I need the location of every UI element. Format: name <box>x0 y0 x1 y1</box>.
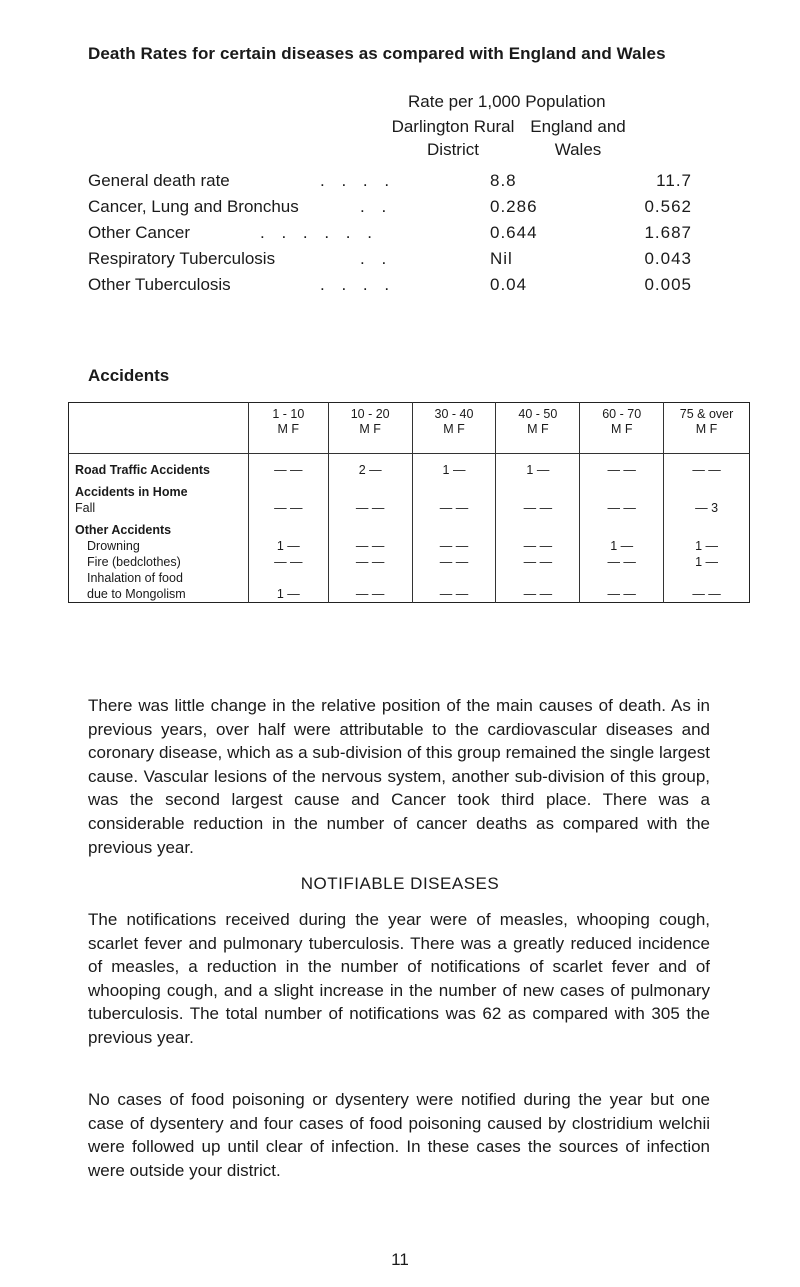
table-cell: — — <box>664 586 750 603</box>
table-row <box>69 478 750 500</box>
leader-dots: . . <box>360 197 393 216</box>
table-cell: 1 — <box>248 586 328 603</box>
row-label: Drowning <box>87 539 140 553</box>
table-cell: — — <box>328 500 412 516</box>
page-title: Death Rates for certain diseases as compared with England and Wales <box>88 44 666 63</box>
table-cell: — — <box>248 462 328 478</box>
table-row <box>69 554 750 570</box>
table-cell: 1 — <box>580 538 664 554</box>
row-group-label: Other Accidents <box>75 523 172 537</box>
leader-dots: . . . . . . <box>260 223 378 242</box>
notifiable-diseases-heading: NOTIFIABLE DISEASES <box>300 874 500 893</box>
england-value: 1.687 <box>644 223 692 242</box>
table-cell: 1 — <box>664 554 750 570</box>
accidents-title: Accidents <box>88 366 170 385</box>
table-cell: — — <box>328 538 412 554</box>
table-cell: — — <box>412 586 496 603</box>
darlington-header-district: District <box>427 140 479 159</box>
table-cell: — — <box>580 554 664 570</box>
table-cell: — — <box>496 586 580 603</box>
table-cell: — — <box>412 500 496 516</box>
leader-dots: . . . . <box>320 275 396 294</box>
row-label: Fire (bedclothes) <box>87 555 181 569</box>
darlington-header: Darlington Rural <box>391 117 515 136</box>
table-cell: 1 — <box>496 462 580 478</box>
leader-dots: . . . . <box>320 171 396 190</box>
row-label: Inhalation of food <box>87 571 183 585</box>
rate-row <box>88 275 728 301</box>
age-group-header: 10 - 20 M F <box>328 403 412 454</box>
rate-label: General death rate <box>88 171 230 190</box>
england-value: 0.005 <box>644 275 692 294</box>
age-group-header: 1 - 10 M F <box>248 403 328 454</box>
darlington-value: 8.8 <box>490 171 517 190</box>
rate-header-title: Rate per 1,000 Population <box>408 92 606 111</box>
page-number: 11 <box>391 1250 409 1269</box>
table-cell: 2 — <box>328 462 412 478</box>
table-row <box>69 462 750 478</box>
table-cell: — — <box>580 462 664 478</box>
table-row <box>69 500 750 516</box>
paragraph-notifications: The notifications received during the year were of measles, whooping cough, scarlet fever and pulmonary tuberculosis. There was a greatly reduced incidence of measles, a reduction in the number of notifications of scarlet fever and of whooping cough, and a slight increase in the number of new cases of pulmonary tuberculosis. The total number of notifications was 62 as compared with 305 the previous year. <box>88 910 710 1047</box>
table-row <box>69 516 750 538</box>
darlington-value: Nil <box>490 249 513 268</box>
row-label: Road Traffic Accidents <box>75 463 210 477</box>
table-cell: — 3 <box>664 500 750 516</box>
table-cell: — — <box>412 554 496 570</box>
rate-row <box>88 223 728 249</box>
row-group-label: Accidents in Home <box>75 485 188 499</box>
row-label: due to Mongolism <box>87 587 186 601</box>
rate-label: Other Cancer <box>88 223 191 242</box>
age-group-header: 30 - 40 M F <box>412 403 496 454</box>
rate-row <box>88 197 728 223</box>
table-cell: — — <box>496 538 580 554</box>
england-value: 0.043 <box>644 249 692 268</box>
darlington-value: 0.286 <box>490 197 538 216</box>
england-value: 11.7 <box>656 171 692 190</box>
table-cell: 1 — <box>248 538 328 554</box>
england-value: 0.562 <box>644 197 692 216</box>
darlington-value: 0.04 <box>490 275 528 294</box>
table-cell: — — <box>496 554 580 570</box>
table-cell: 1 — <box>664 538 750 554</box>
england-header: England and <box>530 117 626 136</box>
paragraph-food-poisoning: No cases of food poisoning or dysentery were notified during the year but one case of dysentery and four cases of food poisoning caused by clostridium welchii were followed up until clear of infection. In these cases the sources of infection were outside your district. <box>88 1090 710 1180</box>
england-header-wales: Wales <box>554 140 602 159</box>
rate-label: Other Tuberculosis <box>88 275 231 294</box>
death-rates-list <box>88 171 728 301</box>
table-cell: — — <box>412 538 496 554</box>
rate-row <box>88 171 728 197</box>
rate-label: Cancer, Lung and Bronchus <box>88 197 299 216</box>
accidents-header-row <box>69 403 750 454</box>
rate-label: Respiratory Tuberculosis <box>88 249 276 268</box>
table-cell: — — <box>248 500 328 516</box>
table-cell: 1 — <box>412 462 496 478</box>
table-row <box>69 538 750 554</box>
table-cell: — — <box>664 462 750 478</box>
rate-row <box>88 249 728 275</box>
age-group-header: 60 - 70 M F <box>580 403 664 454</box>
header-blank <box>69 403 249 454</box>
table-cell: — — <box>496 500 580 516</box>
table-row <box>69 570 750 586</box>
accidents-table <box>68 402 750 603</box>
table-cell: — — <box>248 554 328 570</box>
table-cell: — — <box>580 500 664 516</box>
age-group-header: 75 & over M F <box>664 403 750 454</box>
table-row <box>69 586 750 603</box>
table-cell: — — <box>580 586 664 603</box>
table-cell: — — <box>328 586 412 603</box>
age-group-header: 40 - 50 M F <box>496 403 580 454</box>
leader-dots: . . <box>360 249 393 268</box>
darlington-value: 0.644 <box>490 223 538 242</box>
table-cell: — — <box>328 554 412 570</box>
row-label: Fall <box>75 501 96 515</box>
paragraph-causes-of-death: There was little change in the relative position of the main causes of death. As in previous years, over half were attributable to the cardiovascular diseases and coronary disease, which as a sub-division of this group remained the single largest cause. Vascular lesions of the nervous system, another sub-division of this group, was the second largest cause and Cancer took third place. There was a considerable reduction in the number of cancer deaths as compared with the previous year. <box>88 696 710 857</box>
